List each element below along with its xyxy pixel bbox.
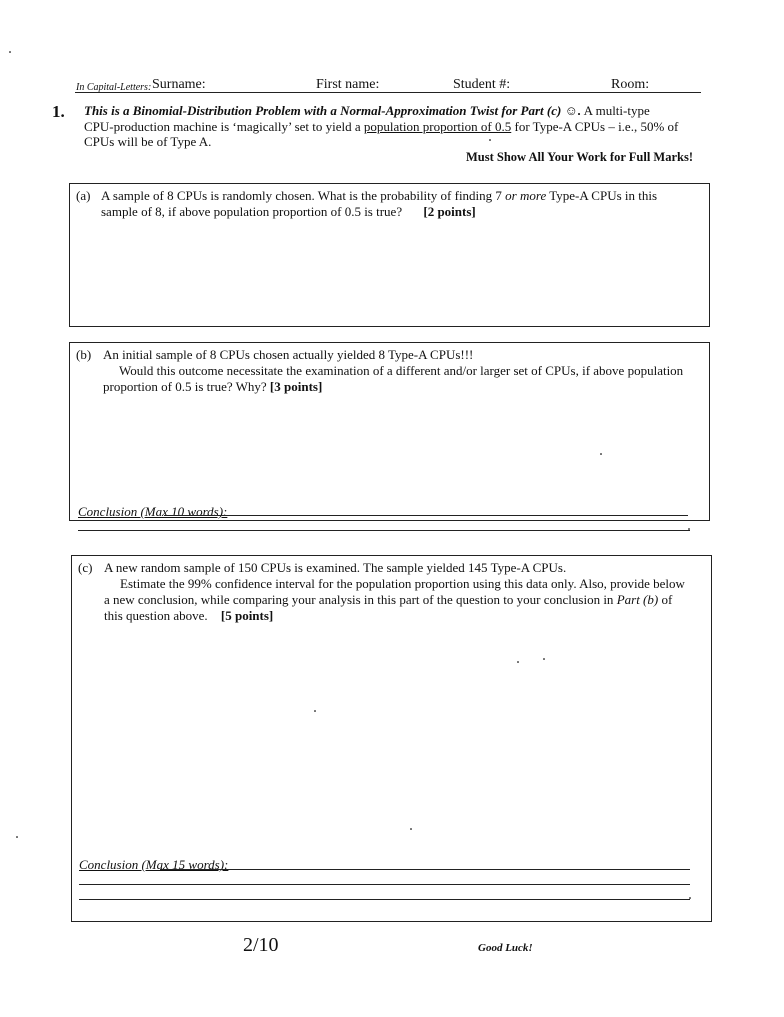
part-b-box	[69, 342, 710, 521]
part-a-line-1b: Type-A CPUs in this	[546, 188, 658, 203]
scan-speck	[600, 453, 602, 455]
part-c-part-b-ref: Part (b)	[616, 592, 659, 607]
part-a-line-1a: A sample of 8 CPUs is randomly chosen. What is the probability of finding 7	[101, 188, 506, 203]
intro-line-2a: CPU-production machine is ‘magically’ set to yield a	[84, 118, 364, 134]
scan-speck	[689, 897, 691, 899]
part-c-line-1: A new random sample of 150 CPUs is examined. The sample yielded 145 Type-A CPUs.	[104, 560, 567, 575]
part-c-conclusion-label: Conclusion (Max 15 words):	[79, 857, 229, 872]
part-b-line-2: Would this outcome necessitate the examination of a different and/or larger set of CPUs, if above population	[119, 363, 684, 378]
part-c-line-4: this question above.	[104, 608, 208, 623]
page-number: 2/10	[243, 934, 279, 956]
scan-speck	[517, 661, 519, 663]
intro-line-1: A multi-type	[581, 103, 650, 118]
question-intro	[84, 103, 724, 150]
student-number-label: Student #:	[453, 77, 511, 92]
part-b-answer-line-1	[164, 515, 688, 516]
part-a-line-2: sample of 8, if above population proportion of 0.5 is true?	[101, 204, 403, 219]
intro-title: This is a Binomial-Distribution Problem with a Normal-Approximation Twist for Part (c)	[84, 103, 562, 118]
question-number: 1.	[52, 102, 65, 121]
intro-line-2b: for Type-A CPUs – i.e., 50% of	[511, 118, 679, 134]
scan-speck	[314, 710, 316, 712]
part-c-question	[104, 560, 709, 624]
scan-speck	[410, 828, 412, 830]
part-a-points: [2 points]	[423, 204, 476, 219]
part-b-question	[103, 347, 708, 395]
part-c-answer-line-3	[79, 899, 690, 900]
intro-line-3: CPUs will be of Type A.	[84, 134, 212, 149]
part-c-label: (c)	[78, 560, 93, 575]
part-c-box	[71, 555, 712, 922]
part-c-answer-line-2	[79, 884, 690, 885]
scan-speck	[9, 51, 11, 53]
scan-speck	[688, 528, 690, 530]
part-a-or-more: or more	[505, 188, 547, 203]
part-c-line-3b: of	[658, 592, 673, 607]
scan-speck	[16, 836, 18, 838]
population-proportion-text: population proportion of 0.5	[363, 118, 512, 134]
good-luck-note: Good Luck!	[478, 942, 533, 954]
first-name-label: First name:	[316, 77, 380, 92]
must-show-work-note: Must Show All Your Work for Full Marks!	[466, 150, 693, 164]
part-b-line-1: An initial sample of 8 CPUs chosen actually yielded 8 Type-A CPUs!!!	[103, 347, 474, 362]
scan-speck	[489, 139, 491, 141]
part-b-label: (b)	[76, 347, 92, 362]
room-label: Room:	[611, 77, 650, 92]
part-c-line-2: Estimate the 99% confidence interval for the population proportion using this data only. Also, provide below	[120, 576, 685, 591]
surname-label: Surname:	[152, 77, 206, 92]
part-b-points: [3 points]	[269, 379, 323, 394]
part-a-box	[69, 183, 710, 327]
part-b-answer-line-2	[78, 530, 690, 531]
part-a-question	[101, 188, 706, 220]
scan-speck	[543, 658, 545, 660]
part-c-line-3a: a new conclusion, while comparing your analysis in this part of the question to your conclusion in	[104, 592, 617, 607]
part-b-conclusion-label: Conclusion (Max 10 words):	[78, 504, 228, 519]
header-rule	[75, 92, 701, 93]
part-c-points: [5 points]	[220, 608, 274, 623]
part-c-answer-line-1	[160, 869, 690, 870]
part-b-line-3: proportion of 0.5 is true? Why?	[103, 379, 267, 394]
smiley-icon: ☺.	[564, 103, 582, 118]
capital-letters-note: In Capital-Letters:	[76, 82, 152, 93]
part-a-label: (a)	[76, 188, 91, 203]
